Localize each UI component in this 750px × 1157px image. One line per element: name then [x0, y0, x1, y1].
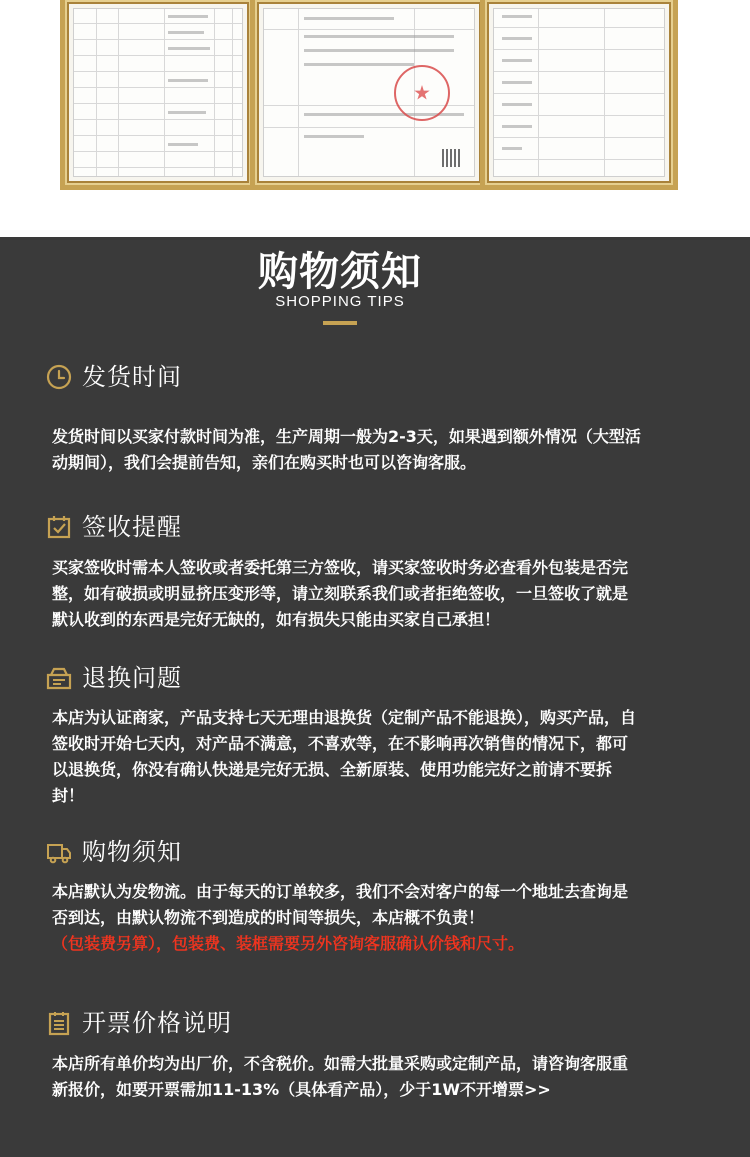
section-header-return-exchange [46, 661, 182, 695]
page-subtitle: SHOPPING TIPS [275, 293, 405, 310]
certificate-document-left [73, 8, 243, 177]
section-title: 开票价格说明 [82, 1009, 232, 1037]
section-text-return-exchange: 本店为认证商家，产品支持七天无理由退换货（定制产品不能退换），购买产品，自签收时开始七天内，对产品不满意，不喜欢等，在不影响再次销售的情况下，都可以退换货，你没有确认快递是完好无损、全新原装、使用功能完好之前请不要拆封！ [52, 708, 637, 805]
section-text-shipping-time: 发货时间以买家付款时间为准，生产周期一般为2-3天，如果遇到额外情况（大型活动期间），我们会提前告知，亲们在购买时也可以咨询客服。 [52, 427, 641, 472]
packaging-fee-note: （包装费另算），包装费、装框需要另外咨询客服确认价钱和尺寸。 [52, 934, 525, 953]
page-title: 购物须知 [258, 248, 422, 295]
delivery-truck-icon [46, 839, 72, 865]
shopping-notice-body: 本店默认为发物流。由于每天的订单较多，我们不会对客户的每一个地址去查询是否到达，由默认物流不到造成的时间等损失，本店概不负责！ [52, 882, 629, 927]
calendar-check-icon [46, 514, 72, 540]
section-text-shopping-notice [52, 879, 642, 957]
certificate-document-center [263, 8, 475, 177]
official-seal-icon [394, 65, 450, 121]
section-header-shipping-time [46, 360, 182, 394]
certificate-frame-center [250, 0, 488, 190]
certificate-document-right [493, 8, 665, 177]
invoice-icon [46, 1010, 72, 1036]
return-box-icon [46, 665, 72, 691]
section-text-signing-reminder: 买家签收时需本人签收或者委托第三方签收，请买家签收时务必查看外包装是否完整，如有破损或明显挤压变形等，请立刻联系我们或者拒绝签收，一旦签收了就是默认收到的东西是完好无缺的，如有损失只能由买家自己承担！ [52, 558, 629, 629]
section-header-signing-reminder [46, 510, 182, 544]
section-title: 签收提醒 [82, 513, 182, 541]
certificate-frame-right [480, 0, 678, 190]
section-title: 购物须知 [82, 838, 182, 866]
section-text-invoice-pricing: 本店所有单价均为出厂价，不含税价。如需大批量采购或定制产品，请咨询客服重新报价，如要开票需加11-13%（具体看产品），少于1W不开增票>> [52, 1054, 629, 1099]
section-title: 发货时间 [82, 363, 182, 391]
section-header-shopping-notice [46, 835, 182, 869]
certificate-frame-left [60, 0, 256, 190]
certificate-banner [0, 0, 750, 237]
title-divider [323, 321, 357, 325]
qr-code-icon [442, 149, 460, 167]
section-header-invoice-pricing [46, 1006, 232, 1040]
section-title: 退换问题 [82, 664, 182, 692]
clock-icon [46, 364, 72, 390]
